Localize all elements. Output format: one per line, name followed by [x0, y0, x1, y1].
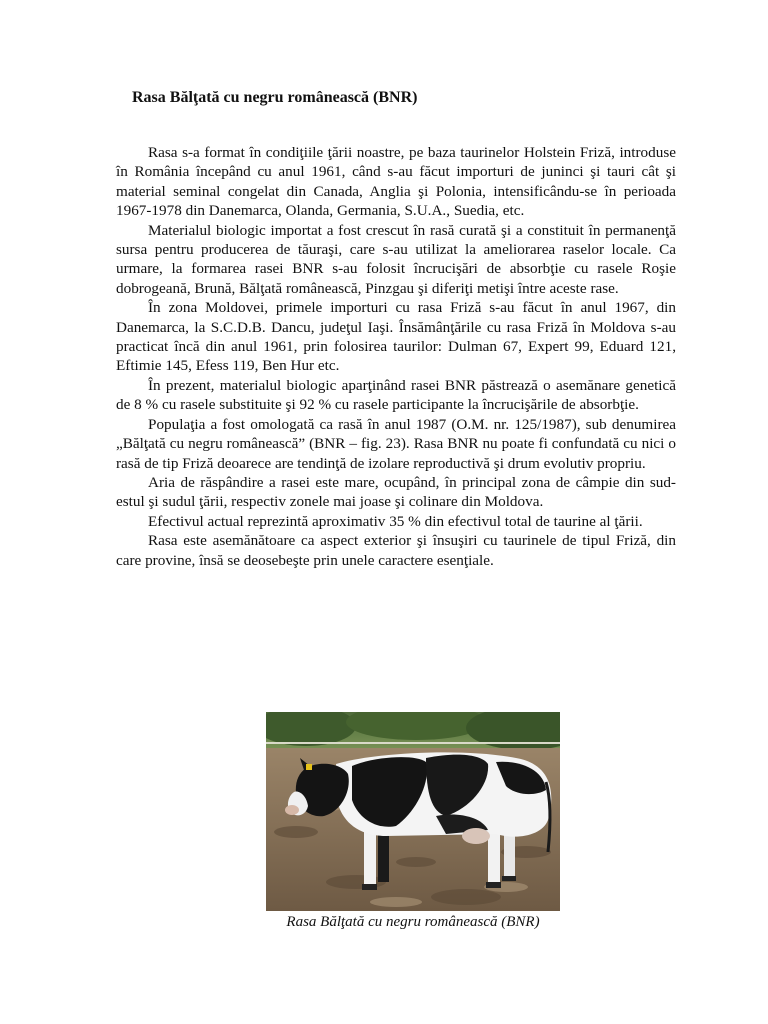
paragraph-4: În prezent, materialul biologic aparţinând rasei BNR păstrează o asemănare genetică de 8 % cu rasele substituite şi 92 % cu rasele participante la încrucişările de absorbţie.: [116, 376, 676, 414]
cow-photo: [266, 712, 560, 911]
paragraph-1: Rasa s-a format în condiţiile ţării noastre, pe baza taurinelor Holstein Friză, introduse în România începând cu anul 1961, când s-au făcut importuri de juninci şi tauri cât şi material seminal congelat din Canada, Anglia şi Polonia, intensificându-se în perioada 1967-1978 din Danemarca, Olanda, Germania, S.U.A., Suedia, etc.: [116, 144, 676, 220]
paragraph-2: Materialul biologic importat a fost crescut în rasă curată şi a constituit în permanenţă sursa pentru producerea de tăuraşi, care s-au utilizat la ameliorarea raselor locale. Ca urmare, la formarea rasei BNR s-au folosit încrucişări de absorbţie cu rasele Roşie dobrogeană, Brună, Bălţată românească, Pinzgau şi diferiţi metişi între aceste rase.: [116, 221, 676, 297]
paragraph-5: Populaţia a fost omologată ca rasă în anul 1987 (O.M. nr. 125/1987), sub denumirea „Bălţată cu negru românească” (BNR – fig. 23). Rasa BNR nu poate fi confundată cu nici o rasă de tip Friză deoarece are tendinţă de izolare reproductivă şi drum evolutiv propriu.: [116, 415, 676, 472]
cow-illustration: [266, 712, 560, 911]
paragraph-3: În zona Moldovei, primele importuri cu rasa Friză s-au făcut în anul 1967, din Danemarca, la S.C.D.B. Dancu, judeţul Iaşi. Însămânţările cu rasa Friză în Moldova s-au practicat încă din anul 1961, prin folosirea taurilor: Dulman 67, Expert 99, Eduard 121, Eftimie 145, Efess 119, Ben Hur etc.: [116, 299, 676, 375]
paragraph-6: Aria de răspândire a rasei este mare, ocupând, în principal zona de câmpie din sud-estul şi sudul ţării, respectiv zonele mai joase şi colinare din Moldova.: [116, 473, 676, 511]
page-title: Rasa Bălţată cu negru românească (BNR): [132, 89, 418, 106]
paragraph-8: Rasa este asemănătoare ca aspect exterior şi însuşiri cu taurinele de tipul Friză, din care provine, însă se deosebeşte prin unele caractere esenţiale.: [116, 532, 676, 569]
paragraph-7: Efectivul actual reprezintă aproximativ 35 % din efectivul total de taurine al ţării.: [148, 512, 643, 530]
figure-caption: Rasa Bălţată cu negru românească (BNR): [286, 914, 540, 930]
body-text: [116, 143, 676, 570]
